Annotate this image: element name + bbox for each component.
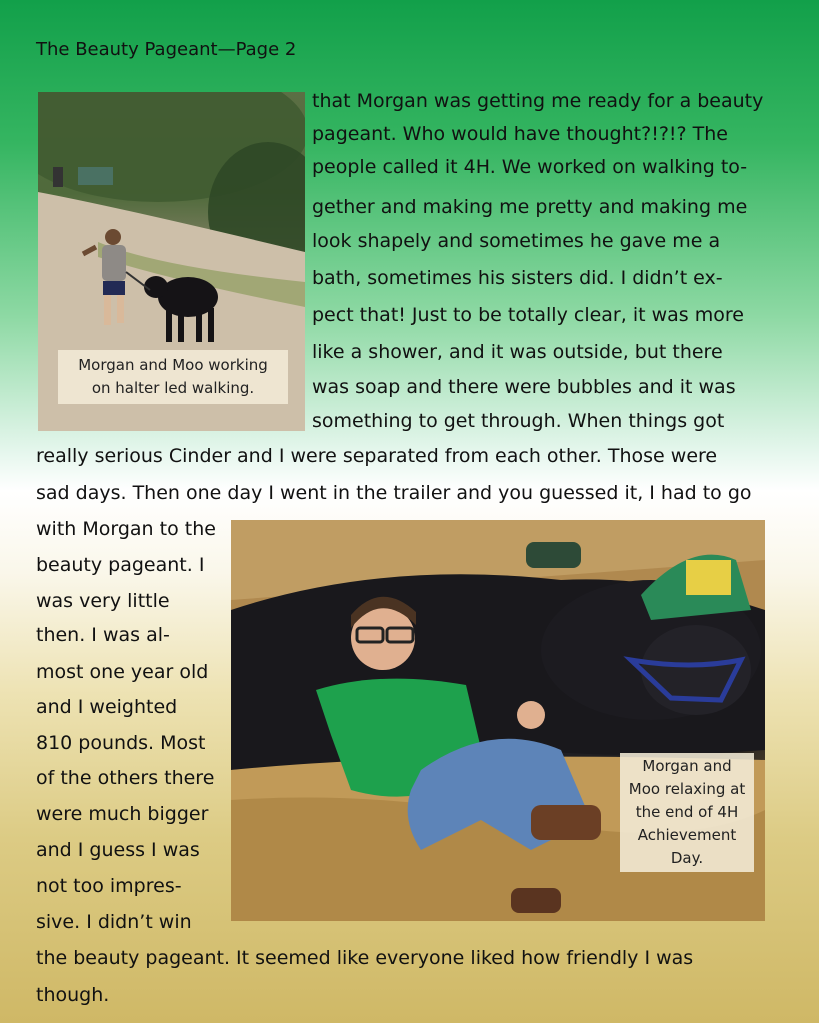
body-text-line: sive. I didn’t win [36,911,192,933]
body-text-line: like a shower, and it was outside, but there [312,341,723,363]
page-title: The Beauty Pageant—Page 2 [36,39,297,60]
caption-line: the end of 4H [635,803,739,821]
body-text-line: though. [36,984,110,1006]
caption-relaxing [620,753,754,872]
body-text-line: gether and making me pretty and making me [312,196,748,218]
body-text-line: people called it 4H. We worked on walking to- [312,156,748,178]
body-text-line: and I weighted [36,696,178,718]
caption-line: Morgan and Moo working [78,356,268,374]
body-text-line: look shapely and sometimes he gave me a [312,230,721,252]
photo-relaxing-steer [231,520,765,921]
body-text-line: most one year old [36,661,209,683]
caption-line: Day. [670,849,704,867]
body-text-line: was very little [36,590,170,612]
body-text-line: that Morgan was getting me ready for a beauty [312,90,764,112]
body-text-line: something to get through. When things got [312,410,725,432]
caption-halter-walking [58,350,288,404]
body-text-line: with Morgan to the [36,518,216,540]
body-text-line: then. I was al- [36,624,170,646]
body-text-line: was soap and there were bubbles and it was [312,376,736,398]
body-text-line: the beauty pageant. It seemed like everyone liked how friendly I was [36,947,694,969]
body-text-line: really serious Cinder and I were separated from each other. Those were [36,445,718,467]
body-text-line: and I guess I was [36,839,200,861]
body-text-line: bath, sometimes his sisters did. I didn’t ex- [312,267,723,289]
caption-line: on halter led walking. [91,379,255,397]
body-text-line: were much bigger [36,803,209,825]
body-text-line: not too impres- [36,875,182,897]
body-text-line: pageant. Who would have thought?!?!? The [312,123,728,145]
body-text-line: of the others there [36,767,215,789]
caption-line: Achievement [637,826,737,844]
body-text-line: beauty pageant. I [36,554,205,576]
photo-halter-walking [38,92,305,431]
body-text-line: 810 pounds. Most [36,732,206,754]
caption-line: Moo relaxing at [628,780,746,798]
body-text-line: pect that! Just to be totally clear, it was more [312,304,744,326]
caption-line: Morgan and [642,757,732,775]
body-text-line: sad days. Then one day I went in the trailer and you guessed it, I had to go [36,482,752,504]
